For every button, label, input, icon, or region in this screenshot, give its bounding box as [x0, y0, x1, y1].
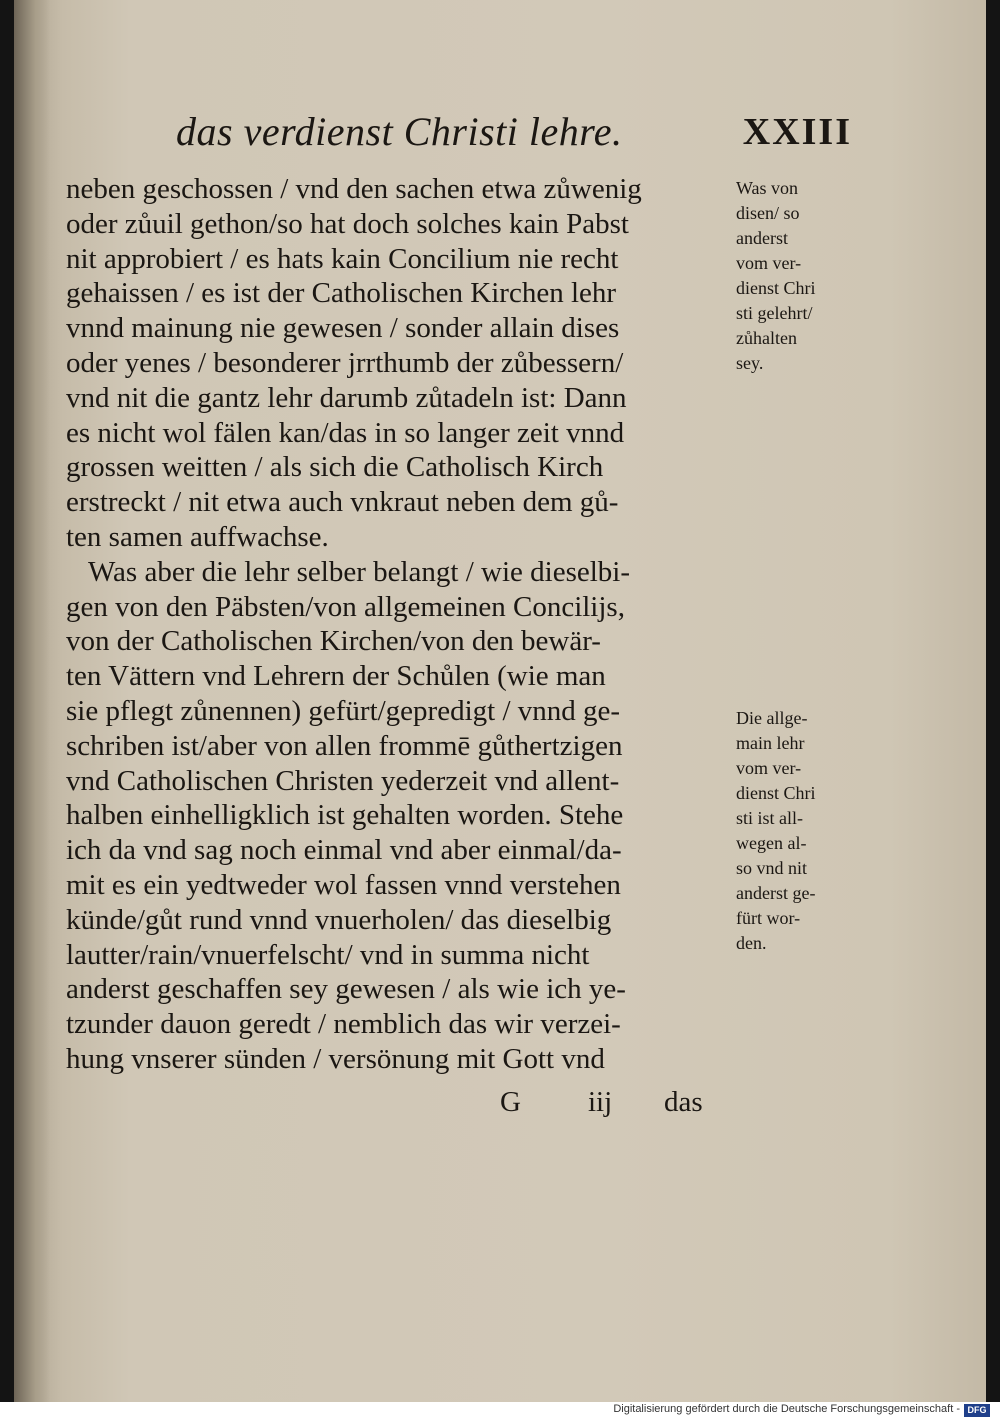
text-line: anderst geschaffen sey gewesen / als wie ich ye-: [66, 973, 626, 1006]
text-line: künde/gůt rund vnnd vnuerholen/ das dieselbig: [66, 903, 612, 936]
margin-note-line: disen/ so: [736, 203, 800, 223]
page-gutter-shadow: [14, 0, 50, 1402]
margin-note-line: dienst Chri: [736, 783, 816, 803]
text-line: vnnd mainung nie gewesen / sonder allain dises: [66, 312, 620, 345]
text-line: halben einhelligklich ist gehalten worden. Stehe: [66, 799, 624, 832]
main-text-block: [66, 172, 730, 1077]
margin-note-line: dienst Chri: [736, 278, 816, 298]
dfg-logo-icon: DFG: [964, 1404, 990, 1417]
text-line: neben geschossen / vnd den sachen etwa zůwenig: [66, 173, 642, 205]
margin-note-line: anderst ge-: [736, 883, 816, 903]
text-line: oder yenes / besonderer jrrthumb der zůbessern/: [66, 346, 624, 379]
margin-note-line: fürt wor-: [736, 908, 801, 928]
margin-note-line: zůhalten: [736, 328, 797, 348]
paragraph-start-line: Was aber die lehr selber belangt / wie dieselbi-: [88, 555, 631, 588]
margin-note-line: wegen al-: [736, 833, 807, 853]
text-line: nit approbiert / es hats kain Concilium nie recht: [66, 242, 619, 275]
text-line: hung vnserer sünden / versönung mit Gott vnd: [66, 1042, 605, 1075]
text-line: vnd Catholischen Christen yederzeit vnd allent-: [66, 764, 620, 797]
margin-note-line: so vnd nit: [736, 858, 808, 878]
text-line: sie pflegt zůnennen) gefürt/gepredigt / vnnd ge-: [66, 694, 621, 727]
margin-note-line: anderst: [736, 228, 788, 248]
signature-number: iij: [588, 1086, 613, 1118]
margin-note-line: main lehr: [736, 733, 805, 753]
margin-note-line: vom ver-: [736, 758, 802, 778]
margin-note-line: sey.: [736, 353, 764, 373]
text-line: ich da vnd sag noch einmal vnd aber einmal/da-: [66, 834, 622, 867]
margin-note-line: sti ist all-: [736, 808, 803, 828]
text-line: gen von den Päbsten/von allgemeinen Concilijs,: [66, 590, 625, 623]
text-line: ten samen auffwachse.: [66, 520, 329, 553]
margin-note-2: [736, 706, 872, 956]
text-line: schriben ist/aber von allen frommē gůthertzigen: [66, 729, 623, 762]
signature-mark: G: [500, 1086, 521, 1118]
text-line: vnd nit die gantz lehr darumb zůtadeln ist: Dann: [66, 381, 627, 414]
text-line: mit es ein yedtweder wol fassen vnnd verstehen: [66, 868, 621, 901]
text-line: lautter/rain/vnuerfelscht/ vnd in summa nicht: [66, 938, 590, 971]
digitization-footer: [0, 1402, 1000, 1420]
margin-note-line: den.: [736, 933, 767, 953]
text-line: gehaissen / es ist der Catholischen Kirchen lehr: [66, 277, 617, 310]
text-line: ten Vättern vnd Lehrern der Schůlen (wie man: [66, 660, 606, 693]
margin-note-line: Die allge-: [736, 708, 808, 728]
text-line: von der Catholischen Kirchen/von den bewär-: [66, 625, 601, 658]
text-line: grossen weitten / als sich die Catholisch Kirch: [66, 451, 604, 484]
running-title: das verdienst Christi lehre.: [176, 109, 623, 154]
margin-note-1: [736, 176, 872, 376]
margin-note-line: sti gelehrt/: [736, 303, 813, 323]
text-line: oder zůuil gethon/so hat doch solches kain Pabst: [66, 207, 629, 240]
margin-note-line: vom ver-: [736, 253, 802, 273]
funding-credit: Digitalisierung gefördert durch die Deutsche Forschungsgemeinschaft -: [613, 1403, 960, 1415]
folio-number: XXIII: [742, 111, 852, 153]
text-line: es nicht wol fälen kan/das in so langer zeit vnnd: [66, 416, 625, 449]
margin-note-line: Was von: [736, 178, 799, 198]
page-header: [176, 104, 876, 164]
catchword: das: [664, 1086, 703, 1118]
text-line: erstreckt / nit etwa auch vnkraut neben dem gů-: [66, 486, 619, 519]
text-line: tzunder dauon geredt / nemblich das wir verzei-: [66, 1008, 621, 1041]
